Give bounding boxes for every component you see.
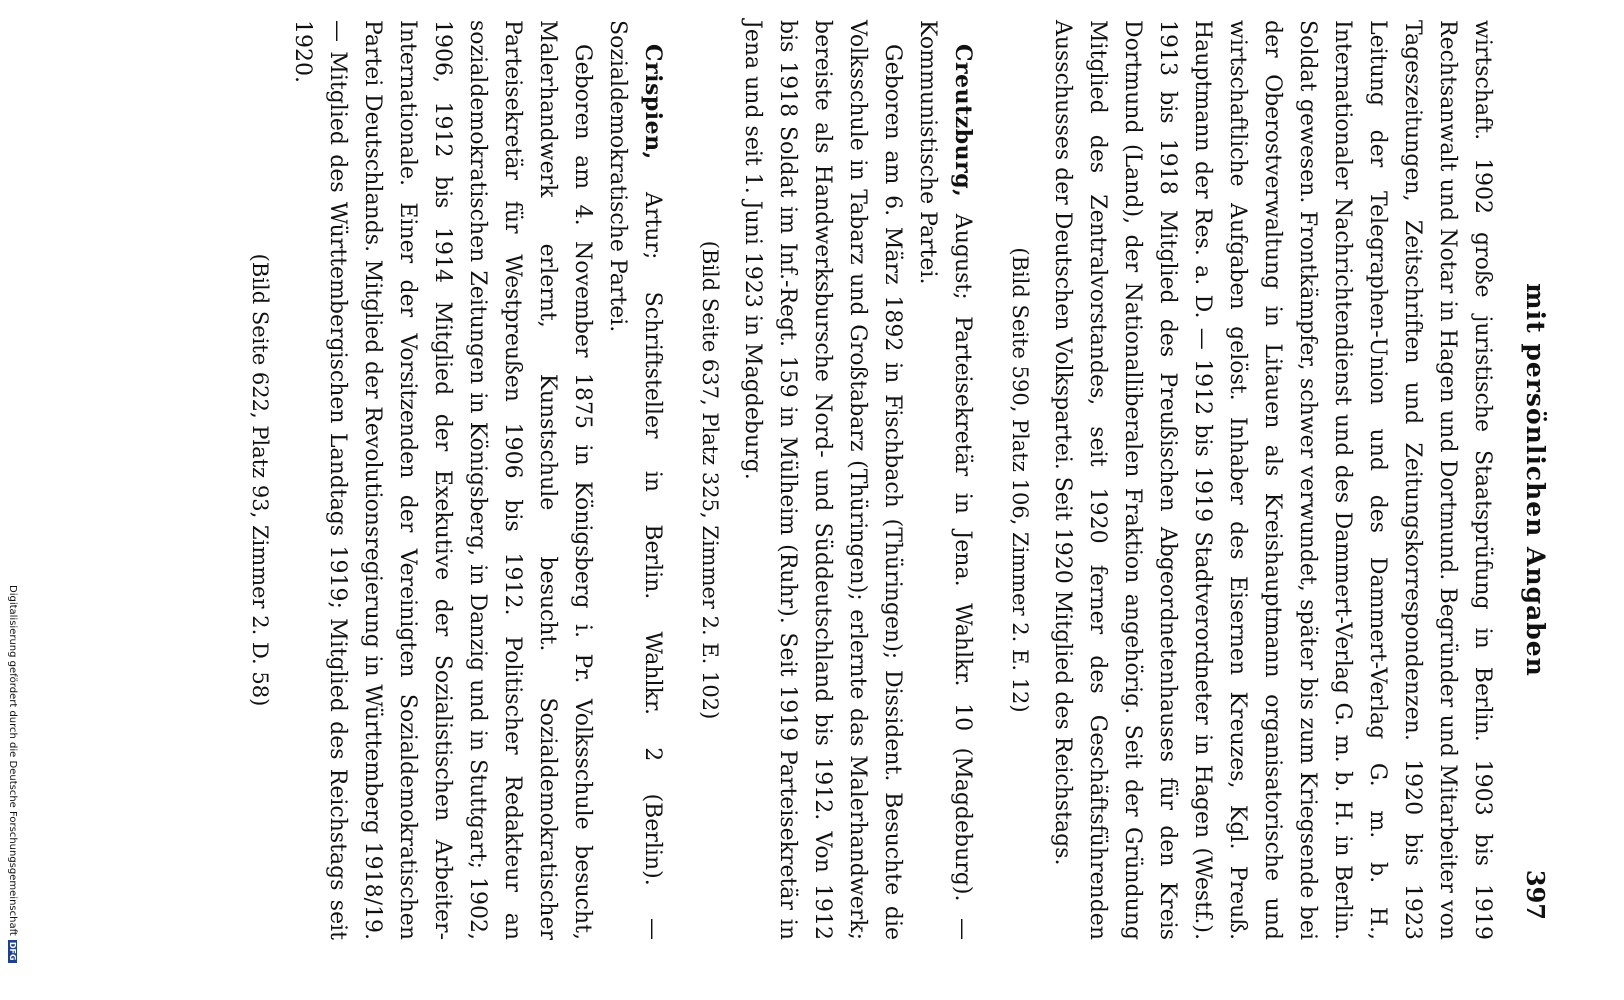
entry-text: Geboren am 6. März 1892 in Fischbach (Thüringen); Dissident. Besuchte die Volksschule in Tabarz und Großtabarz (Thüringen); erlernte das Malerhandwerk; bereiste als Handwerksbursche Nord- und Süddeutschland bis 1912. Von 1912 bis 1918 Soldat im Inf.-Regt. 159 in Mülheim (Ruhr). Seit 1919 Parteisekretär in Jena und seit 1. Juni 1923 in Magdeburg.: [740, 20, 905, 940]
entry-name: Crispien,: [640, 44, 666, 160]
sidebar-credit-strip: [0, 0, 18, 1000]
entry-name: Creutzburg,: [950, 44, 976, 198]
entry-image-ref: (Bild Seite 637, Platz 325, Zimmer 2. E. 102): [698, 240, 722, 720]
dfg-logo: DFG: [8, 941, 17, 961]
biography-entry: [692, 20, 980, 940]
scanned-page: [150, 20, 1550, 940]
entry-heading: [910, 20, 980, 940]
entry-heading: [600, 20, 670, 940]
page-body: [242, 20, 1500, 940]
page-title: mit persönlichen Angaben: [1521, 283, 1550, 677]
page-number: 397: [1521, 869, 1550, 920]
entry-text: Geboren am 4. November 1875 in Königsberg i. Pr. Volksschule besucht, Malerhandwerk erlernt, Kunstschule besucht. Sozialdemokratischer Parteisekretär für Westpreußen 1906 bis 1912. Politischer Redakteur an sozialdemokratischen Zeitungen in Königsberg, in Danzig und in Stuttgart; 1902, 1906, 1912 bis 1914 Mitglied der Exekutive der Sozialistischen Arbeiter-Internationale. Einer der Vorsitzenden der Vereinigten Sozialdemokratischen Partei Deutschlands. Mitglied der Revolutionsregierung in Württemberg 1918/19. — Mitglied des Württembergischen Landtags 1919; Mitglied des Reichstags seit 1920.: [290, 20, 595, 940]
intro-image-ref: (Bild Seite 590, Platz 106, Zimmer 2. E. 12): [1008, 247, 1032, 713]
biography-entry: [242, 20, 670, 940]
entry-image-ref: (Bild Seite 622, Platz 93, Zimmer 2. D. 58): [248, 253, 272, 707]
dfg-credit: [7, 585, 18, 963]
page-header: [1514, 20, 1550, 940]
intro-paragraph: wirtschaft. 1902 große juristische Staatsprüfung in Berlin. 1903 bis 1919 Rechtsanwalt und Notar in Hagen und Dortmund. Begründer und Mitarbeiter von Tageszeitungen, Zeitschriften und Zeitungskorrespondenzen. 1920 bis 1923 Leitung der Telegraphen-Union und des Dammert-Verlag G. m. b. H., Internationaler Nachrichtendienst und des Dammert-Verlag G. m. b. H. in Berlin. Soldat gewesen. Frontkämpfer, schwer verwundet, später bis zum Kriegsende bei der Oberostverwaltung in Litauen als Kreishauptmann organisatorische und wirtschaftliche Aufgaben gelöst. Inhaber des Eisernen Kreuzes, Kgl. Preuß. Hauptmann der Res. a. D. — 1912 bis 1919 Stadtverordneter in Hagen (Westf.). 1913 bis 1918 Mitglied des Preußischen Abgeordnetenhauses für den Kreis Dortmund (Land), der Nationalliberalen Fraktion angehörig. Seit der Gründung Mitglied des Zentralvorstandes, seit 1920 ferner des Geschäftsführenden Ausschusses der Deutschen Volkspartei. Seit 1920 Mitglied des Reichstags.: [1050, 20, 1495, 940]
entry-heading-rest: Artur; Schriftsteller in Berlin. Wahlkr. 2 (Berlin). — Sozialdemokratische Partei.: [605, 20, 665, 940]
dfg-credit-text: Digitalisierung gefördert durch die Deutsche Forschungsgemeinschaft: [7, 585, 18, 936]
entry-heading-rest: August; Parteisekretär in Jena. Wahlkr. 10 (Magdeburg). — Kommunistische Partei.: [915, 20, 975, 940]
